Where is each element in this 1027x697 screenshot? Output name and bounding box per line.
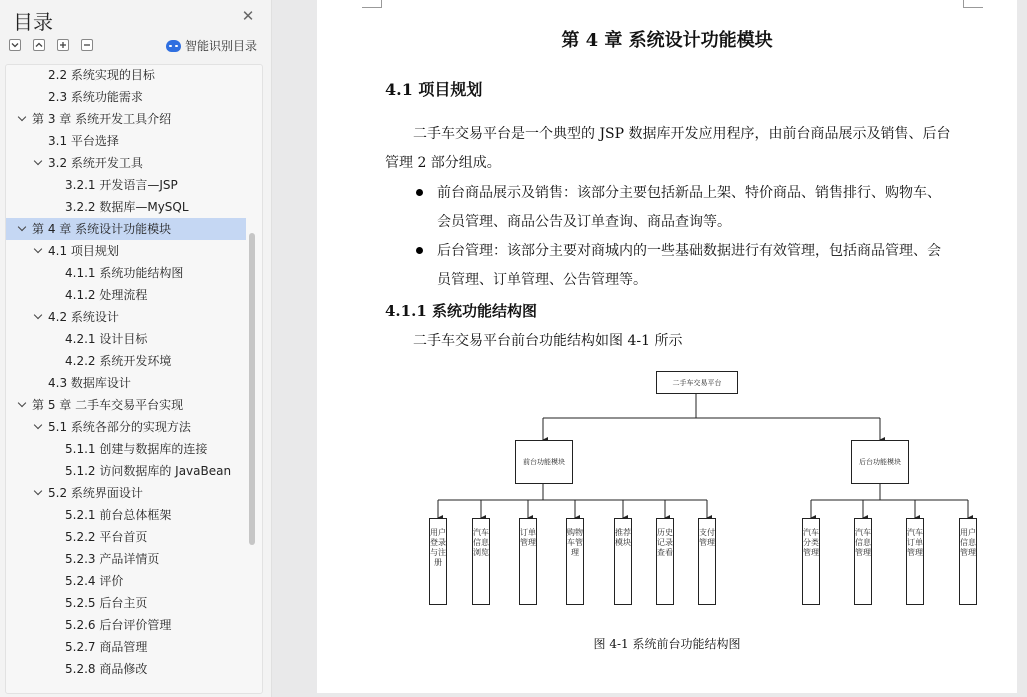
bullet-1-line1: 前台商品展示及销售：该部分主要包括新品上架、特价商品、销售排行、购物车、 <box>437 185 941 201</box>
diagram-front-node: 前台功能模块 <box>515 440 573 484</box>
figure-caption: 图 4-1 系统前台功能结构图 <box>593 637 741 651</box>
toc-item-label: 4.1.2 处理流程 <box>65 288 148 302</box>
expand-level-icon[interactable] <box>57 39 69 51</box>
toc-item-label: 4.2.2 系统开发环境 <box>65 354 172 368</box>
toc-item[interactable] <box>6 614 246 636</box>
toc-item-label: 4.2.1 设计目标 <box>65 332 148 346</box>
toc-item[interactable] <box>6 262 246 284</box>
toc-item[interactable] <box>6 152 246 174</box>
chevron-down-icon[interactable] <box>33 152 45 174</box>
toc-item-label: 5.1 系统各部分的实现方法 <box>48 420 191 434</box>
toc-item-label: 5.2.1 前台总体框架 <box>65 508 172 522</box>
collapse-all-icon[interactable] <box>33 39 45 51</box>
toc-item[interactable] <box>6 636 246 658</box>
toc-tree <box>5 64 263 694</box>
close-icon[interactable]: ✕ <box>241 7 255 25</box>
diagram-leaf-node: 订单管理 <box>519 518 537 605</box>
chevron-down-icon[interactable] <box>33 240 45 262</box>
document-area <box>273 0 1027 697</box>
toc-item[interactable] <box>6 482 246 504</box>
toc-item[interactable] <box>6 394 246 416</box>
document-page <box>317 0 1017 693</box>
toc-item-label: 2.3 系统功能需求 <box>48 90 143 104</box>
toc-item[interactable] <box>6 218 246 240</box>
chevron-down-icon[interactable] <box>33 306 45 328</box>
toc-item[interactable] <box>6 438 246 460</box>
diagram-back-node: 后台功能模块 <box>851 440 909 484</box>
expand-all-icon[interactable] <box>9 39 21 51</box>
chevron-down-icon[interactable] <box>33 482 45 504</box>
chevron-down-icon[interactable] <box>33 416 45 438</box>
smart-toc-label: 智能识别目录 <box>185 39 258 53</box>
toc-item[interactable] <box>6 350 246 372</box>
toc-item[interactable] <box>6 130 246 152</box>
collapse-level-icon[interactable] <box>81 39 93 51</box>
diagram-root-node: 二手车交易平台 <box>656 371 738 394</box>
chevron-down-icon[interactable] <box>17 108 29 130</box>
toc-item-label: 4.1 项目规划 <box>48 244 119 258</box>
toc-item[interactable] <box>6 570 246 592</box>
chevron-down-icon[interactable] <box>17 218 29 240</box>
bullet-2-line1: 后台管理：该部分主要对商城内的一些基础数据进行有效管理，包括商品管理、会 <box>437 243 941 259</box>
toc-item-label: 5.2.2 平台首页 <box>65 530 148 544</box>
chevron-down-icon[interactable] <box>17 394 29 416</box>
toc-list <box>6 64 246 680</box>
toc-item-label: 5.2 系统界面设计 <box>48 486 143 500</box>
toc-item-label: 2.2 系统实现的目标 <box>48 68 155 82</box>
diagram-leaf-node: 支付管理 <box>698 518 716 605</box>
toc-item[interactable] <box>6 416 246 438</box>
toc-item[interactable] <box>6 284 246 306</box>
diagram-leaf-node: 汽车订单管理 <box>906 518 924 605</box>
diagram-leaf-node: 历史记录查看 <box>656 518 674 605</box>
bullet-1-line2: 会员管理、商品公告及订单查询、商品查询等。 <box>437 214 731 230</box>
navigation-pane <box>0 0 272 697</box>
toc-item[interactable] <box>6 504 246 526</box>
toc-item[interactable] <box>6 548 246 570</box>
toc-item-label: 5.2.7 商品管理 <box>65 640 148 654</box>
subsection-title: 4.1.1 系统功能结构图 <box>385 302 537 320</box>
toc-item[interactable] <box>6 526 246 548</box>
toc-item[interactable] <box>6 174 246 196</box>
diagram-leaf-node: 汽车信息管理 <box>854 518 872 605</box>
toc-item-label: 5.2.3 产品详情页 <box>65 552 160 566</box>
toc-item[interactable] <box>6 64 246 86</box>
intro-paragraph-line2: 管理 2 部分组成。 <box>385 155 501 171</box>
toc-item-label: 5.1.2 访问数据库的 JavaBean <box>65 464 232 478</box>
toc-item-label: 3.2 系统开发工具 <box>48 156 143 170</box>
bullet-dot <box>416 189 423 196</box>
diagram-leaf-node: 汽车分类管理 <box>802 518 820 605</box>
diagram-leaf-node: 推荐模块 <box>614 518 632 605</box>
toc-scrollbar[interactable] <box>249 233 255 545</box>
toc-item-label: 3.2.1 开发语言—JSP <box>65 178 178 192</box>
crop-mark-left <box>362 0 382 8</box>
toc-item-label: 3.1 平台选择 <box>48 134 119 148</box>
diagram-leaf-node: 汽车信息浏览 <box>472 518 490 605</box>
section-title: 4.1 项目规划 <box>385 80 483 99</box>
nav-pane-title: 目录 <box>13 10 53 34</box>
diagram-leaf-node: 购物车管理 <box>566 518 584 605</box>
toc-item-label: 5.2.5 后台主页 <box>65 596 148 610</box>
crop-mark-right <box>963 0 983 8</box>
toc-item-label: 第 5 章 二手车交易平台实现 <box>32 398 184 412</box>
ai-robot-icon <box>166 40 181 52</box>
toc-item[interactable] <box>6 658 246 680</box>
toc-item-label: 4.1.1 系统功能结构图 <box>65 266 184 280</box>
chapter-title: 第 4 章 系统设计功能模块 <box>561 30 773 51</box>
smart-toc-button[interactable] <box>166 37 257 54</box>
bullet-dot <box>416 247 423 254</box>
diagram-leaf-node: 用户登录与注册 <box>429 518 447 605</box>
toc-item-label: 5.2.4 评价 <box>65 574 124 588</box>
toc-item-label: 5.2.6 后台评价管理 <box>65 618 172 632</box>
intro-paragraph-line1: 二手车交易平台是一个典型的 JSP 数据库开发应用程序，由前台商品展示及销售、后台 <box>413 126 951 142</box>
toc-item-label: 第 4 章 系统设计功能模块 <box>32 222 172 236</box>
diagram-leaf-node: 用户信息管理 <box>959 518 977 605</box>
toc-item[interactable] <box>6 108 246 130</box>
bullet-2-line2: 员管理、订单管理、公告管理等。 <box>437 272 647 288</box>
toc-item-label: 5.2.8 商品修改 <box>65 662 148 676</box>
toc-item[interactable] <box>6 592 246 614</box>
toc-item-label: 5.1.1 创建与数据库的连接 <box>65 442 208 456</box>
toc-item-label: 4.2 系统设计 <box>48 310 119 324</box>
toc-item[interactable] <box>6 328 246 350</box>
toc-item[interactable] <box>6 196 246 218</box>
toc-item[interactable] <box>6 372 246 394</box>
toc-item-label: 3.2.2 数据库—MySQL <box>65 200 189 214</box>
figure-intro-text: 二手车交易平台前台功能结构如图 4-1 所示 <box>413 333 683 349</box>
toc-item[interactable] <box>6 306 246 328</box>
toc-item-label: 4.3 数据库设计 <box>48 376 131 390</box>
toc-item[interactable] <box>6 460 246 482</box>
toc-item[interactable] <box>6 86 246 108</box>
toc-item[interactable] <box>6 240 246 262</box>
toc-item-label: 第 3 章 系统开发工具介绍 <box>32 112 172 126</box>
